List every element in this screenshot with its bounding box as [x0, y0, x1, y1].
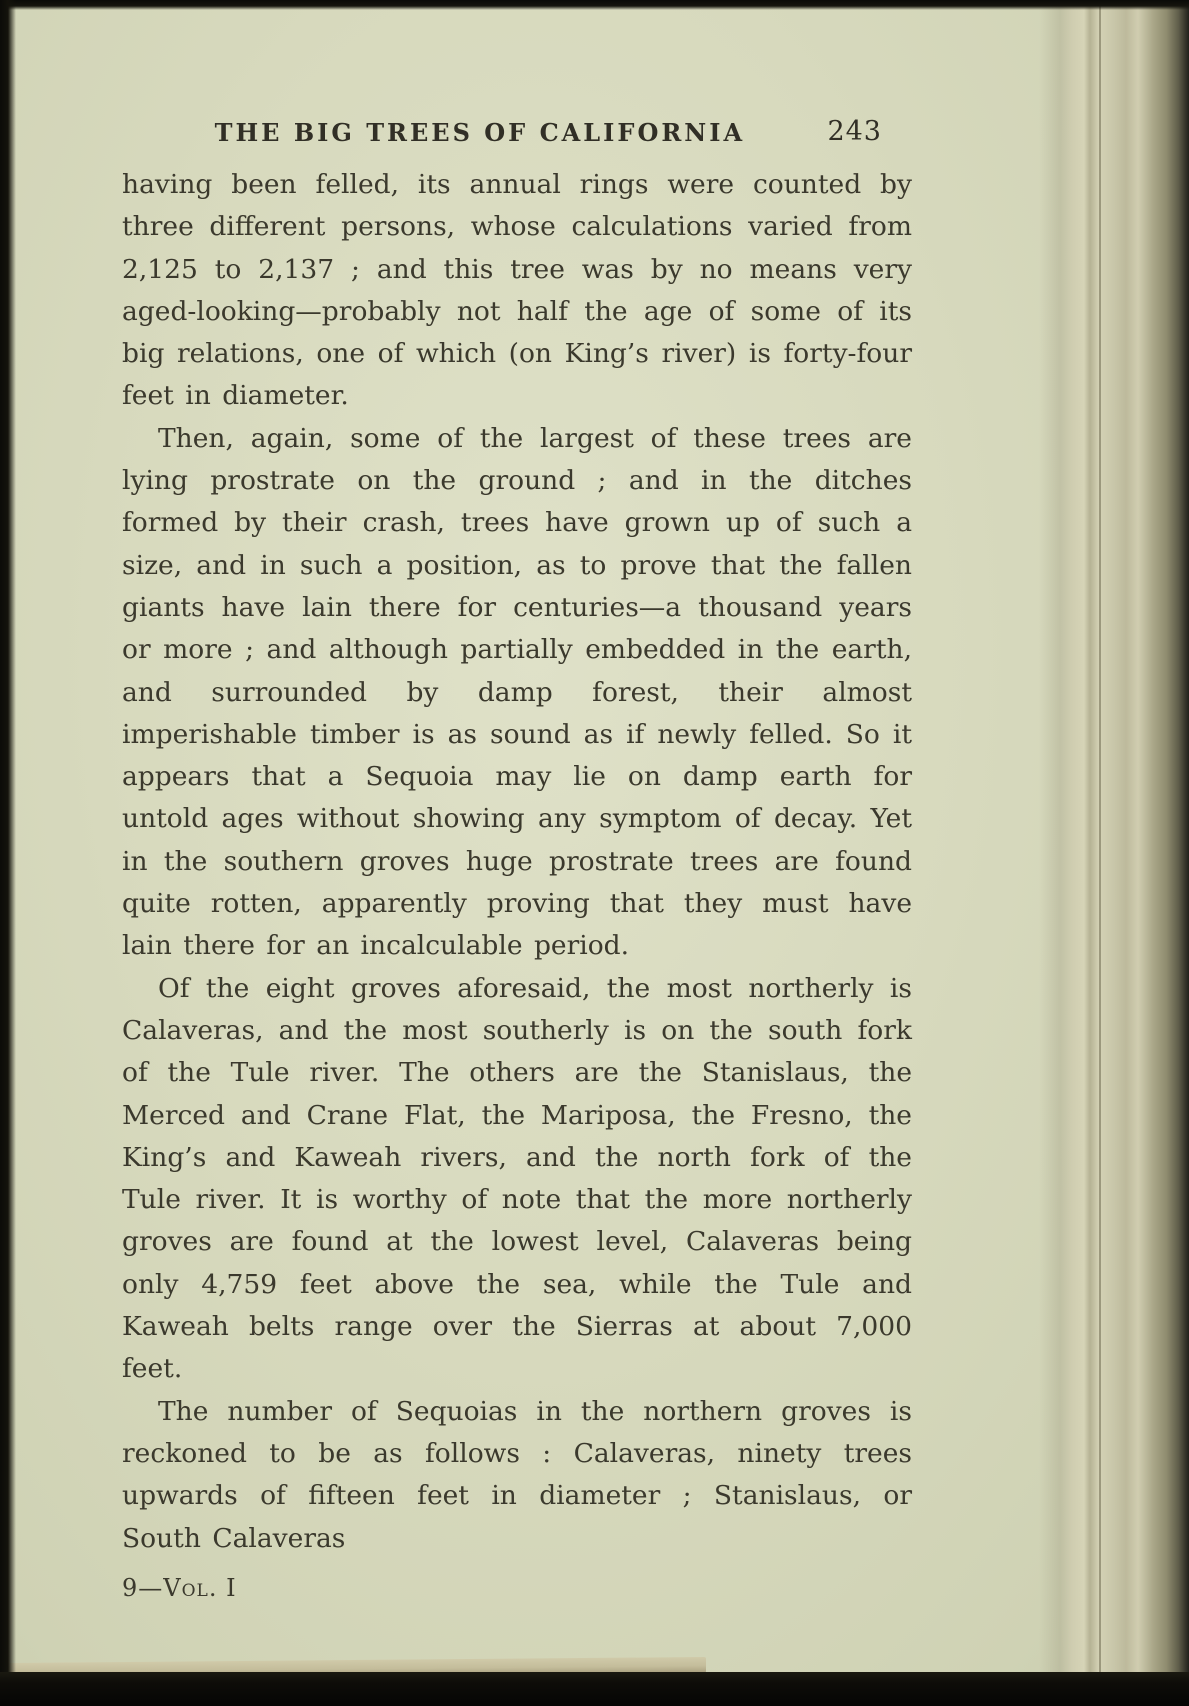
page-number: 243	[827, 116, 882, 147]
paragraph: Then, again, some of the largest of these trees are lying prostrate on the ground ; and in the ditches formed by their crash, trees have grown up of such a size, and in such a position, as to prove that the fallen giants have lain there for centuries—a thousand years or more ; and although partially embedded in the earth, and surrounded by damp forest, their almost imperishable timber is as sound as if newly felled. So it appears that a Sequoia may lie on damp earth for untold ages without showing any symptom of decay. Yet in the southern groves huge prostrate trees are found quite rotten, apparently proving that they must have lain there for an incalculable period.	[122, 422, 912, 962]
printer-signature: 9—Vol. I	[122, 1573, 237, 1602]
running-header	[122, 112, 912, 164]
page-stack-edge	[1039, 0, 1189, 1706]
page-title: THE BIG TREES OF CALIFORNIA	[214, 118, 746, 147]
paragraph: The number of Sequoias in the northern groves is reckoned to be as follows : Calaveras, ninety trees upwards of fifteen feet in diameter ; Stanislaus, or South Calaveras	[122, 1395, 912, 1554]
body-text	[122, 164, 912, 1560]
page-content	[122, 112, 912, 1602]
scan-edge-bottom	[0, 1672, 1189, 1706]
paragraph: Of the eight groves aforesaid, the most northerly is Calaveras, and the most southerly is on the south fork of the Tule river. The others are the Stanislaus, the Merced and Crane Flat, the Mariposa, the Fresno, the King’s and Kaweah rivers, and the north fork of the Tule river. It is worthy of note that the more northerly groves are found at the lowest level, Calaveras being only 4,759 feet above the sea, while the Tule and Kaweah belts range over the Sierras at about 7,000 feet.	[122, 972, 912, 1385]
scan-edge-top	[0, 0, 1189, 10]
page-stack-edge-line	[1099, 0, 1101, 1706]
scan-edge-left	[0, 0, 16, 1706]
paragraph: having been felled, its annual rings were counted by three different persons, whose calculations varied from 2,125 to 2,137 ; and this tree was by no means very aged-looking—probably not half the age of some of its big relations, one of which (on King’s river) is forty-four feet in diameter.	[122, 169, 912, 412]
